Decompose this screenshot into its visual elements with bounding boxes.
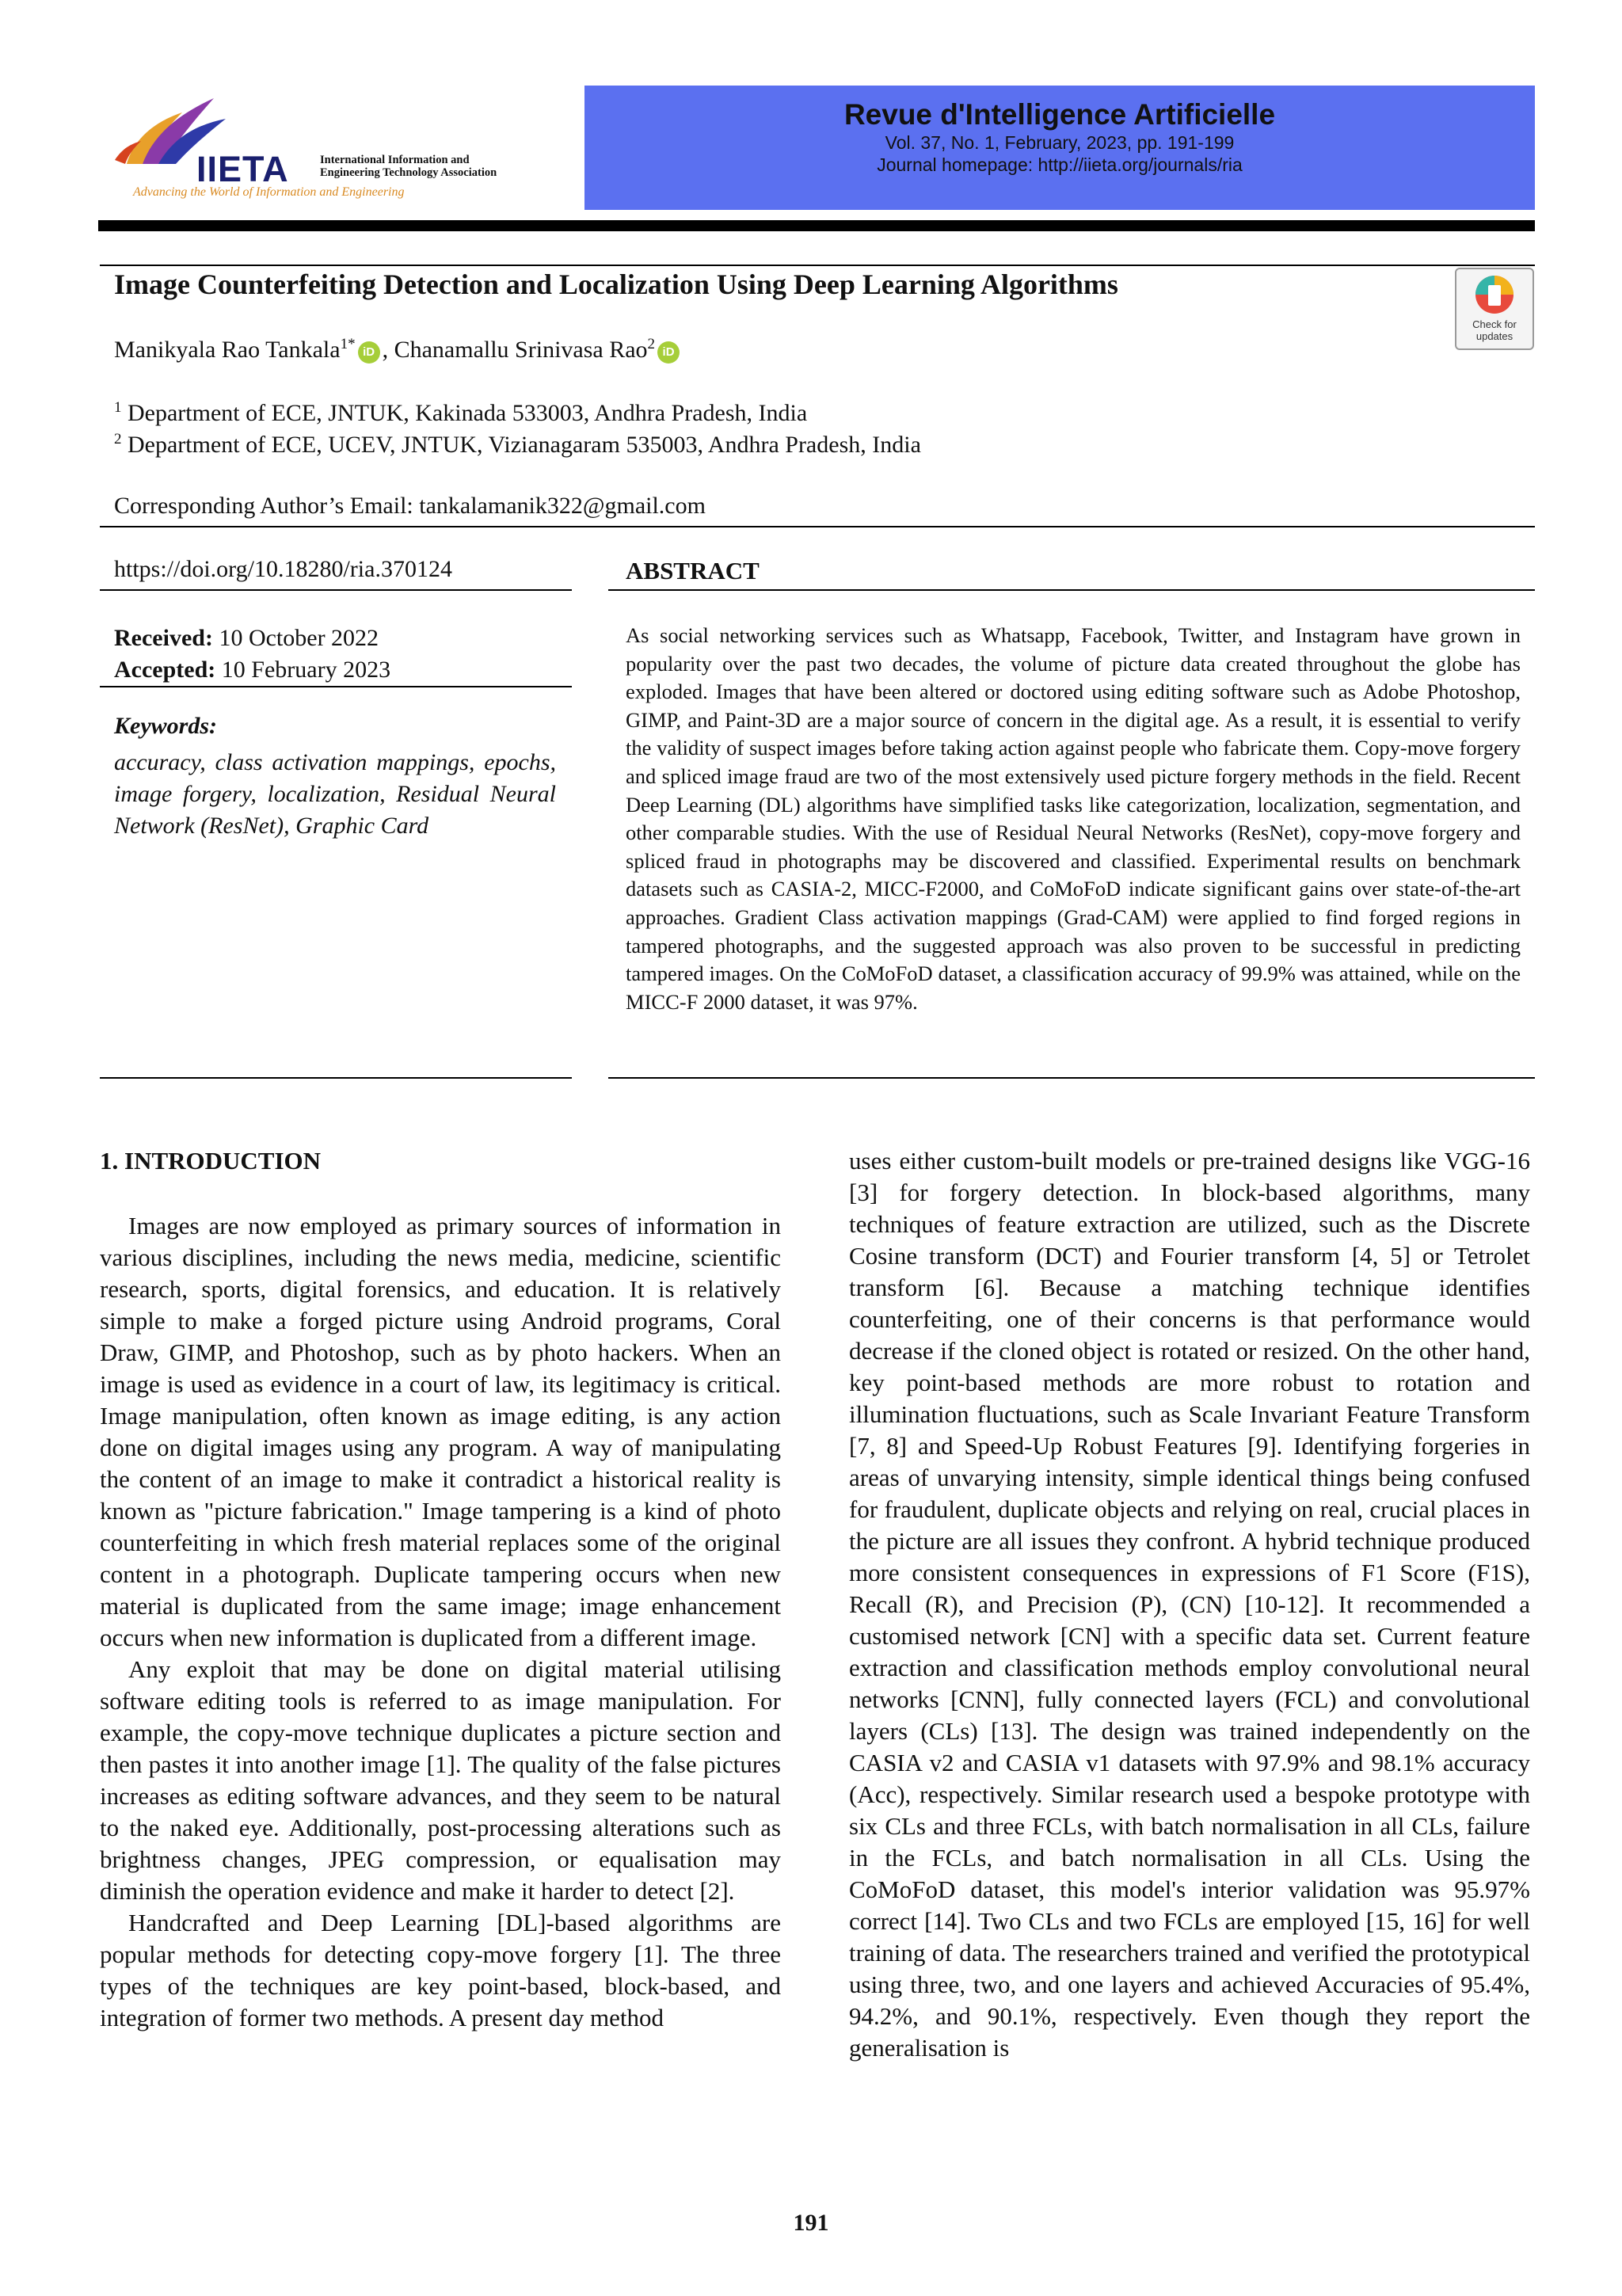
journal-homepage-link[interactable]: Journal homepage: http://iieta.org/journals/ria [877,154,1243,175]
affiliation: $^2$ Department of ECE, UCEV, JNTUK, Vizianagaram 535003, Andhra Pradesh, India [114,431,921,458]
body-paragraph: uses either custom-built models or pre-trained designs like VGG-16 [3] for forgery detection. In block-based algorithms, many techniques of feature extraction are utilized, such as the Discrete Cosine transform (DCT) and Fourier transform [4, 5] or Tetrolet transform [6]. Because a matching technique identifies counterfeiting, one of their concerns is that performance would decrease if the cloned object is rotated or resized. On the other hand, key point-based methods are more robust to rotation and illumination fluctuations, such as Scale Invariant Feature Transform [7, 8] and Speed-Up Robust Features [9]. Identifying forgeries in areas of unvarying intensity, simple identical things being confused for fraudulent, duplicate objects and relying on real, crucial places in the picture are all issues they confront. A hybrid technique produced more consistent consequences in expressions of F1 Score (F1S), Recall (R), and Precision (P), (CN) [10-12]. It recommended a customised network [CN] with a specific data set. Current feature extraction and classification methods employ convolutional neural networks [CNN], fully connected layers (FCL) and convolutional layers (CLs) [13]. The design was trained independently on the CASIA v2 and CASIA v1 datasets with 97.9% and 98.1% accuracy (Acc), respectively. Similar research used a bespoke prototype with six CLs and three FCLs, with batch normalisation in all CLs, failure in the FCLs, and batch normalisation in all CLs. Using the CoMoFoD dataset, this model's interior validation was 95.97% correct [14]. Two CLs and two FCLs are employed [15, 16] for well training of data. The researchers trained and verified the prototypical using three, two, and one layers and achieved Accuracies of 95.4%, 94.2%, and 90.1%, respectively. Even though they report the generalisation is [849,1147,1530,2062]
abstract-rule [608,589,1535,591]
title-top-rule [100,265,1535,266]
abstract-heading: ABSTRACT [626,557,760,584]
keywords-rule [100,1077,572,1079]
page-number: 191 [793,2210,829,2236]
abstract-text: As social networking services such as Whatsapp, Facebook, Twitter, and Instagram have grown in popularity over the past two decades, the volume of picture data created throughout the globe has exploded. Images that have been altered or doctored using editing software such as Adobe Photoshop, GIMP, and Paint-3D are a major source of concern in the digital age. As a result, it is essential to verify the validity of suspect images before taking action against people who fabricate them. Copy-move forgery and spliced image fraud are two of the most extensively used picture forgery methods in the field. Recent Deep Learning (DL) algorithms have simplified tasks like categorization, localization, segmentation, and other comparable studies. With the use of Residual Neural Networks (ResNet), copy-move forgery and spliced fraud in photographs may be discovered and classified. Experimental results on benchmark datasets such as CASIA-2, MICC-F2000, and CoMoFoD indicate significant gains over state-of-the-art approaches. Gradient Class activation mappings (Grad-CAM) were applied to find forged regions in tampered photographs, and the suggested approach was also proven to be successful in predicting tampered images. On the CoMoFoD dataset, a classification accuracy of 99.9% was attained, while on the MICC-F 2000 dataset, it was 97%. [626,623,1521,1014]
author-name: Manikyala Rao Tankala [114,337,341,363]
doi-rule [100,589,572,591]
author-list: Manikyala Rao Tankala$^{1*}$ iD , Chanamallu Srinivasa Rao$^2$ iD [114,336,682,364]
logo-tagline: Advancing the World of Information and Engineering [133,185,405,199]
paper-title: Image Counterfeiting Detection and Localization Using Deep Learning Algorithms [114,268,1118,300]
dates-rule [100,686,572,687]
journal-name: Revue d'Intelligence Artificielle [843,98,1276,131]
logo-org-name: International Information and Engineering Technology Association [320,154,497,179]
body-paragraph: Images are now employed as primary sources of information in various disciplines, including the news media, medicine, scientific research, sports, digital forensics, and education. It is relatively simple to make a forged picture using Android programs, Coral Draw, GIMP, and Photoshop, such as by photo hackers. When an image is used as evidence in a court of law, its legitimacy is critical. Image manipulation, often known as image editing, is any action done on digital images using any program. A way of manipulating the content of an image to make it contradict a historical reality is known as "picture fabrication." Image tampering is a kind of photo counterfeiting in which fresh material replaces some of the original content in a photograph. Duplicate tampering occurs when new material is duplicated from the same image; image enhancement occurs when new information is duplicated from a different image. [100,1212,781,1651]
header-rule [98,220,1535,231]
abstract-bottom-rule [608,1077,1535,1079]
corresponding-author-email: Corresponding Author’s Email: tankalamanik322@gmail.com [114,493,706,519]
publisher-logo [111,89,523,208]
orcid-icon[interactable]: iD [657,341,680,364]
body-paragraph: Any exploit that may be done on digital material utilising software editing tools is referred to as image manipulation. For example, the copy-move technique duplicates a picture section and then pastes it into another image [1]. The quality of the false pictures increases as editing software advances, and they seem to be natural to the naked eye. Additionally, post-processing alterations such as brightness changes, JPEG compression, or equalisation may diminish the operation evidence and make it harder to detect [2]. [100,1655,781,1905]
body-paragraph: Handcrafted and Deep Learning [DL]-based algorithms are popular methods for detecting copy-move forgery [1]. The three types of the techniques are key point-based, block-based, and integration of former two methods. A present day method [100,1909,781,2031]
orcid-icon[interactable]: iD [358,341,380,364]
journal-banner [584,86,1535,210]
body-column-right [849,1145,1530,2064]
affiliation: $^1$ Department of ECE, JNTUK, Kakinada 533003, Andhra Pradesh, India [114,399,808,426]
author-name: Chanamallu Srinivasa Rao [394,337,648,363]
keywords-heading: Keywords: [114,713,217,739]
keywords-list: accuracy, class activation mappings, epochs, image forgery, localization, Residual Neural Network (ResNet), Graphic Card [114,749,556,839]
logo-wordmark: IIETA [196,149,289,189]
doi-link[interactable]: https://doi.org/10.18280/ria.370124 [114,556,452,582]
title-bottom-rule [100,526,1535,527]
dates-block: Received: 10 October 2022 Accepted: 10 February 2023 [114,625,391,683]
check-for-updates-button[interactable]: Check for updates [1455,268,1534,350]
section-heading: 1. INTRODUCTION [100,1147,322,1175]
crossmark-icon [1471,272,1518,318]
body-column-left [100,1145,781,2034]
journal-volume: Vol. 37, No. 1, February, 2023, pp. 191-199 [885,132,1235,153]
